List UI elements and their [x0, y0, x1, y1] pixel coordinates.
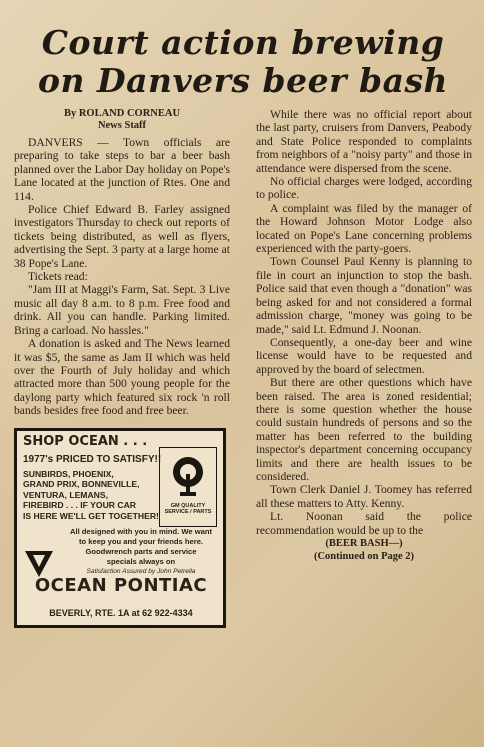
- article-columns: [14, 108, 472, 628]
- ad-satisfaction-line: Satisfaction Assured by John Petrella: [86, 567, 196, 575]
- ad-model-line: VENTURA, LEMANS,: [23, 489, 108, 500]
- byline-role: News Staff: [97, 120, 147, 131]
- article-paragraph: A donation is asked and The News learned it was $5, the same as Jam II which was held over the Fourth of July holiday and which attracted more than 500 young people for the daylong party which featured six rock 'n roll bands besides free food and free beer.: [14, 337, 230, 418]
- article-paragraph: A complaint was filed by the manager of the Howard Johnson Motor Lodge also located on Pope's Lane concerning problems experienced with the party-goers.: [256, 201, 472, 256]
- article-paragraph: Police Chief Edward B. Farley assigned investigators Thursday to check out reports of tickets being distributed, as well as flyers, advertising the Sept. 3 party at a large home at 38 Pope's Lane.: [14, 203, 230, 270]
- dealer-name: OCEAN PONTIAC: [34, 574, 208, 596]
- right-column: [256, 108, 472, 628]
- ad-model-line: GRAND PRIX, BONNEVILLE,: [23, 479, 140, 490]
- ad-designed-line: specials always on: [106, 556, 176, 566]
- ocean-pontiac-ad: [14, 428, 226, 628]
- ad-designed-text: [61, 527, 221, 577]
- ad-model-line: FIREBIRD . . . IF YOUR CAR: [23, 500, 136, 511]
- gm-logo-icon: [170, 454, 206, 498]
- continued-on-page: (Continued on Page 2): [313, 551, 415, 562]
- ad-model-line: IS HERE WE'LL GET TOGETHER!: [23, 510, 159, 521]
- headline-line-2: on Danvers beer bash: [37, 61, 449, 100]
- gm-quality-label: GM QUALITY SERVICE / PARTS: [164, 502, 212, 515]
- ad-model-line: SUNBIRDS, PHOENIX,: [23, 468, 114, 479]
- ad-shop-heading: SHOP OCEAN . . .: [23, 433, 148, 449]
- dealer-address: BEVERLY, RTE. 1A at 62 922-4334: [49, 607, 193, 618]
- article-paragraph: Town Clerk Daniel J. Toomey has referred all these matters to Atty. Kenny.: [256, 483, 472, 510]
- ad-designed-line: All designed with you in mind. We want: [69, 526, 213, 536]
- article-paragraph: Consequently, a one-day beer and wine license would have to be requested and approved by the board of selectmen.: [256, 335, 472, 376]
- gm-quality-badge: [159, 447, 217, 527]
- article-paragraph: Town Counsel Paul Kenny is planning to file in court an injunction to stop the bash. Police said that even though a "donation" was being asked for and not considered a formal admission charge, "money was going to be made," said Lt. Edmund J. Noonan.: [256, 255, 472, 336]
- article-paragraph: No official charges were lodged, according to police.: [256, 175, 472, 202]
- article-paragraph: "Jam III at Maggi's Farm, Sat. Sept. 3 Live music all day 8 a.m. to 8 p.m. Free food and drink. All you can handle. Parking limited. Bring a carload. No hassles.": [14, 283, 230, 337]
- ad-designed-line: Goodwrench parts and service: [85, 546, 197, 556]
- ad-priced-line: 1977's PRICED TO SATISFY!!: [23, 453, 162, 465]
- article-paragraph: While there was no official report about the last party, cruisers from Danvers, Peabody and State Police responded to complaints from neighbors of a "noisy party" and those in attendance were dispersed from the scene.: [256, 108, 472, 175]
- headline: [14, 24, 472, 100]
- byline-author: By ROLAND CORNEAU: [63, 108, 181, 119]
- article-paragraph: But there are other questions which have been raised. The area is zoned residential; there is some question whether the house could sustain hundreds of persons and so the matter has been referred to the building inspector's department concerning occupancy limits and there are health issues to be considered.: [256, 376, 472, 483]
- byline: [14, 108, 230, 132]
- article-paragraph: Lt. Noonan said the police recommendation would be up to the: [256, 510, 472, 537]
- continuation-tag: (BEER BASH—): [325, 538, 403, 549]
- headline-line-1: Court action brewing: [41, 23, 445, 62]
- article-paragraph: Tickets read:: [28, 270, 88, 284]
- ad-designed-line: to keep you and your friends here.: [78, 536, 204, 546]
- article-paragraph: DANVERS — Town officials are preparing to take steps to bar a beer bash planned over the Labor Day holiday on Pope's Lane located at the junction of Rtes. One and 114.: [14, 136, 230, 203]
- left-column: [14, 108, 230, 628]
- ad-models-list: [23, 469, 163, 522]
